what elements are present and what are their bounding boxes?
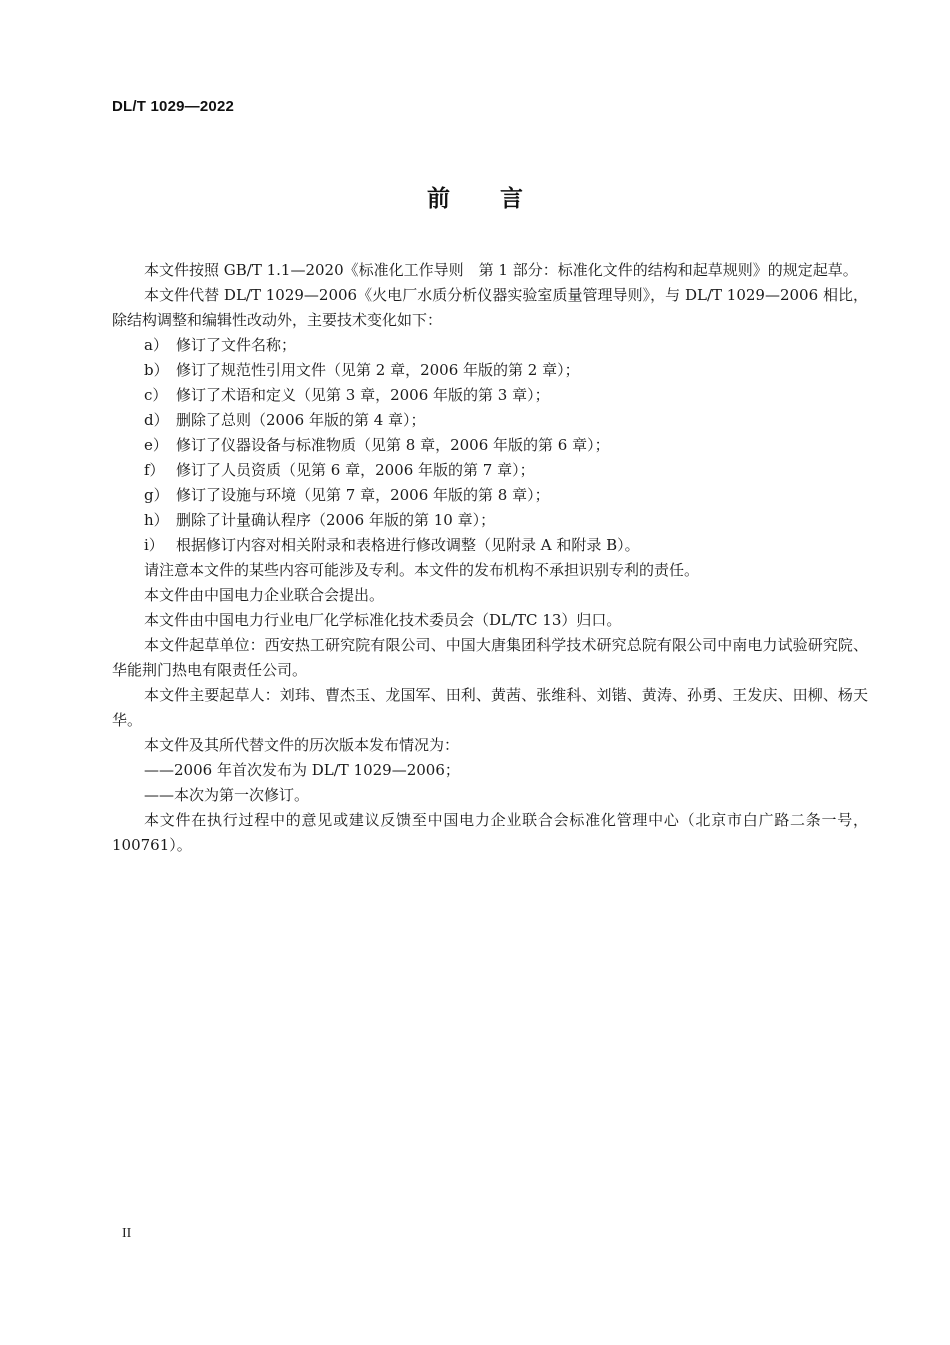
list-item	[112, 408, 868, 433]
paragraph-drafting-rules: 本文件按照 GB/T 1.1—2020《标准化工作导则 第 1 部分：标准化文件的结构和起草规则》的规定起草。	[144, 261, 858, 279]
list-item	[112, 333, 868, 358]
paragraph-replacement: 本文件代替 DL/T 1029—2006《火电厂水质分析仪器实验室质量管理导则》，与 DL/T 1029—2006 相比，除结构调整和编辑性改动外，主要技术变化如下：	[112, 286, 868, 329]
list-item-mark: g）	[144, 486, 169, 504]
list-item-mark: e）	[144, 436, 168, 454]
list-item	[112, 358, 868, 383]
list-item	[112, 383, 868, 408]
paragraph-drafting-units: 本文件起草单位：西安热工研究院有限公司、中国大唐集团科学技术研究总院有限公司中南电力试验研究院、华能荆门热电有限责任公司。	[112, 636, 868, 679]
list-item-mark: a）	[144, 336, 168, 354]
list-item-text: 修订了规范性引用文件（见第 2 章，2006 年版的第 2 章）；	[176, 361, 580, 379]
list-item-text: 删除了计量确认程序（2006 年版的第 10 章）；	[176, 511, 496, 529]
paragraph-patent-notice: 请注意本文件的某些内容可能涉及专利。本文件的发布机构不承担识别专利的责任。	[144, 561, 700, 579]
list-item-text: 修订了设施与环境（见第 7 章，2006 年版的第 8 章）；	[176, 486, 550, 504]
list-item-mark: d）	[144, 411, 169, 429]
list-item-text: 根据修订内容对相关附录和表格进行修改调整（见附录 A 和附录 B）。	[176, 536, 640, 554]
list-item-mark: i）	[144, 536, 164, 554]
list-item	[112, 483, 868, 508]
page-number: II	[122, 1226, 132, 1241]
paragraph-proposer: 本文件由中国电力企业联合会提出。	[144, 586, 385, 604]
preface-body	[112, 258, 868, 858]
list-item-mark: c）	[144, 386, 168, 404]
paragraph-version-history: 本文件及其所代替文件的历次版本发布情况为：	[144, 736, 460, 754]
list-item-text: 删除了总则（2006 年版的第 4 章）；	[176, 411, 426, 429]
paragraph-technical-committee: 本文件由中国电力行业电厂化学标准化技术委员会（DL/TC 13）归口。	[144, 611, 622, 629]
page-title: 前言	[427, 186, 573, 212]
list-item	[112, 433, 868, 458]
list-item-mark: f）	[144, 461, 165, 479]
changes-list	[112, 333, 868, 558]
list-item-mark: h）	[144, 511, 169, 529]
history-item: ——本次为第一次修订。	[144, 786, 310, 804]
document-code: DL/T 1029—2022	[112, 98, 235, 115]
list-item-text: 修订了仪器设备与标准物质（见第 8 章，2006 年版的第 6 章）；	[176, 436, 610, 454]
history-item: ——2006 年首次发布为 DL/T 1029—2006；	[144, 761, 460, 779]
list-item-text: 修订了文件名称；	[176, 336, 297, 354]
list-item-text: 修订了术语和定义（见第 3 章，2006 年版的第 3 章）；	[176, 386, 550, 404]
list-item	[112, 508, 868, 533]
paragraph-feedback: 本文件在执行过程中的意见或建议反馈至中国电力企业联合会标准化管理中心（北京市白广路二条一号，100761）。	[112, 811, 868, 854]
list-item-mark: b）	[144, 361, 169, 379]
list-item	[112, 533, 868, 558]
list-item-text: 修订了人员资质（见第 6 章，2006 年版的第 7 章）；	[176, 461, 535, 479]
paragraph-drafters: 本文件主要起草人：刘玮、曹杰玉、龙国军、田利、黄茜、张维科、刘锴、黄涛、孙勇、王发庆、田柳、杨天华。	[112, 686, 868, 729]
list-item	[112, 458, 868, 483]
